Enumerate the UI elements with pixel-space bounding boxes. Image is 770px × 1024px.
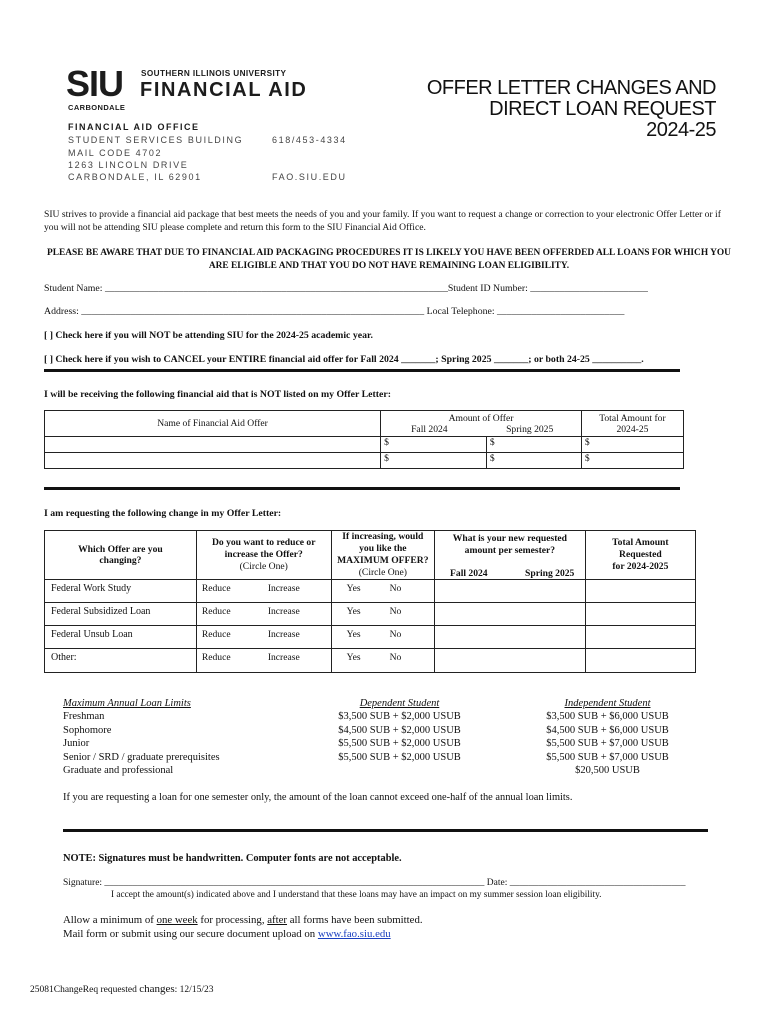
limit-value: $20,500 USUB [575,765,640,777]
dollar-sign: $ [489,453,495,464]
cancel-offer-checkbox[interactable]: [ ] Check here if you wish to CANCEL your ENTIRE financial aid offer for Fall 2024 _______; Spring 2025 _______; or both 24-25 __________. [44,354,644,365]
amount-of-offer-label: Amount of Offer [448,413,514,424]
not-attending-checkbox[interactable]: [ ] Check here if you will NOT be attending SIU for the 2024-25 academic year. [44,330,373,341]
footer-code: 25081ChangeReq requested [30,985,140,995]
header-text: changing? [99,555,142,566]
col-new-amount [435,531,586,580]
header-text: MAXIMUM OFFER? [337,555,429,566]
title-line: 2024-25 [646,119,716,141]
fao-website-link[interactable]: www.fao.siu.edu [317,928,391,940]
offer-label: Other: [45,649,197,673]
office-address-line: CARBONDALE, IL 62901 [68,172,202,182]
signature-note: NOTE: Signatures must be handwritten. Computer fonts are not acceptable. [63,853,402,864]
loan-eligibility-warning: PLEASE BE AWARE THAT DUE TO FINANCIAL AID PACKAGING PROCEDURES IT IS LIKELY YOU HAVE BEEN OFFERDED ALL LOANS FOR WHICH YOU ARE ELIGIBLE AND THAT YOU DO NOT HAVE REMAINING LOAN ELIGIBILITY. [47,248,731,271]
limit-value: $3,500 SUB + $2,000 USUB [338,711,461,723]
header-text: If increasing, would [342,531,424,542]
section-divider [44,487,680,490]
level-label: Sophomore [63,724,112,736]
header-text: for 2024-2025 [612,561,669,572]
dollar-sign: $ [584,437,590,448]
col-total-label: Total Amount for [599,413,666,424]
dollar-sign: $ [384,453,389,464]
office-address-line: 1263 LINCOLN DRIVE [68,160,189,170]
processing-note [63,914,423,926]
level-label: Junior [63,738,90,750]
header-text: amount per semester? [464,545,556,556]
limit-value: $5,500 SUB + $7,000 USUB [546,751,669,763]
level-label: Freshman [63,711,105,723]
total-amount-input[interactable] [581,437,683,453]
limit-value: $3,500 SUB + $6,000 USUB [546,711,669,723]
col-maximum-offer [331,531,434,580]
yes-option[interactable]: Yes [346,606,361,617]
footer-form-code [30,983,213,995]
mail-note [63,928,391,940]
total-requested-input[interactable] [585,603,695,626]
loan-limits-heading: Maximum Annual Loan Limits [63,698,191,709]
dollar-sign: $ [384,437,389,448]
office-website: FAO.SIU.EDU [272,172,347,182]
acceptance-statement: I accept the amount(s) indicated above and I understand that these loans may have an impact on my summer session loan eligibility. [111,890,602,900]
logo-department-name: FINANCIAL AID [140,79,308,101]
dependent-heading: Dependent Student [359,698,440,709]
increase-option[interactable]: Increase [267,652,300,663]
one-semester-note: If you are requesting a loan for one semester only, the amount of the loan cannot exceed one-half of the annual loan limits. [63,792,573,803]
spring-amount-input[interactable] [486,453,581,469]
limit-value: $4,500 SUB + $6,000 USUB [546,724,669,736]
yes-option[interactable]: Yes [346,652,361,663]
office-address-line: MAIL CODE 4702 [68,148,163,158]
col-which-offer [45,531,197,580]
increase-option[interactable]: Increase [267,583,300,594]
level-label: Graduate and professional [63,765,174,777]
not-listed-aid-table [44,410,684,469]
col-total-amount [581,411,683,437]
col-aid-name: Name of Financial Aid Offer [45,411,381,437]
independent-heading: Independent Student [564,698,651,709]
header-text: Which Offer are you [78,544,163,555]
reduce-option[interactable]: Reduce [201,606,231,617]
signature-line[interactable]: Signature: ________________________________________________________________________________ Date: _____________________________________ [63,878,686,888]
footer-date: : 12/15/23 [174,985,214,995]
total-requested-input[interactable] [585,580,695,603]
table-row [45,603,696,626]
header-text: (Circle One) [239,561,288,572]
mail-text: Mail form or submit using our secure document upload on [63,928,318,940]
offer-label: Federal Subsidized Loan [45,603,197,626]
header-text: What is your new requested [452,533,568,544]
col-amount-of-offer [381,411,582,437]
loan-limits-levels [63,697,220,777]
offer-label: Federal Work Study [45,580,197,603]
student-name-field[interactable]: Student Name: ______________________________________________________________________Student ID Number: ________________________ [44,283,648,294]
no-option[interactable]: No [389,606,402,617]
aid-name-input[interactable] [45,437,381,453]
level-label: Senior / SRD / graduate prerequisites [63,751,220,763]
fall-amount-input[interactable] [381,453,487,469]
dollar-sign: $ [584,453,590,464]
office-address-line: STUDENT SERVICES BUILDING [68,135,244,145]
independent-limits [540,697,675,777]
aid-name-input[interactable] [45,453,381,469]
header-text: (Circle One) [358,567,407,578]
total-requested-input[interactable] [585,649,695,673]
offer-label: Federal Unsub Loan [45,626,197,649]
header-fall: Fall 2024 [450,568,488,579]
footer-changes: changes [139,983,175,995]
col-fall-2024: Fall 2024 [411,424,448,435]
office-phone: 618/453-4334 [272,135,347,145]
section-divider [44,369,680,372]
total-amount-input[interactable] [581,453,683,469]
new-amount-input[interactable] [435,603,586,626]
header-text: increase the Offer? [224,549,303,560]
address-field[interactable]: Address: ______________________________________________________________________ Local Telephone: __________________________ [44,306,625,317]
no-option[interactable]: No [389,583,402,594]
title-line: OFFER LETTER CHANGES AND [426,77,716,99]
limit-value: $4,500 SUB + $2,000 USUB [338,724,461,736]
table-row [45,626,696,649]
new-amount-input[interactable] [435,626,586,649]
reduce-option[interactable]: Reduce [201,652,231,663]
col-total-requested [585,531,695,580]
new-amount-input[interactable] [435,649,586,673]
section-divider [63,829,708,832]
header-spring: Spring 2025 [525,568,575,579]
limit-value: $5,500 SUB + $7,000 USUB [546,738,669,750]
increase-option[interactable]: Increase [267,606,300,617]
change-request-heading: I am requesting the following change in my Offer Letter: [44,508,282,519]
increase-option[interactable]: Increase [267,629,300,640]
reduce-option[interactable]: Reduce [201,629,231,640]
total-requested-input[interactable] [585,626,695,649]
limit-value: $5,500 SUB + $2,000 USUB [338,738,461,750]
table-row [45,649,696,673]
no-option[interactable]: No [389,629,402,640]
not-listed-heading: I will be receiving the following financial aid that is NOT listed on my Offer Letter: [44,389,391,400]
table-row [45,580,696,603]
intro-paragraph: SIU strives to provide a financial aid package that best meets the needs of you and your family. If you want to request a change or correction to your electronic Offer Letter or if you will not be attending SIU please complete and return this form to the SIU Financial Aid Office. [44,209,721,233]
document-title [427,78,716,141]
logo-university-name: SOUTHERN ILLINOIS UNIVERSITY [141,69,287,78]
dollar-sign: $ [489,437,495,448]
change-request-table [44,530,696,673]
fall-amount-input[interactable] [381,437,487,453]
header-text: Requested [619,549,662,560]
new-amount-input[interactable] [435,580,586,603]
logo-campus-name: CARBONDALE [68,103,126,112]
office-name: FINANCIAL AID OFFICE [68,122,200,132]
title-line: DIRECT LOAN REQUEST [489,98,716,120]
siu-logo-mark: SIU [66,63,124,104]
processing-text: for processing, [197,914,268,926]
spring-amount-input[interactable] [486,437,581,453]
header-text: Total Amount [612,537,669,548]
processing-text: all forms have been submitted. [287,914,423,926]
reduce-option[interactable]: Reduce [201,583,231,594]
col-spring-2025: Spring 2025 [506,424,554,435]
processing-emphasis: one week [156,914,198,926]
col-reduce-increase [196,531,331,580]
limit-value: $5,500 SUB + $2,000 USUB [338,751,461,763]
no-option[interactable]: No [389,652,402,663]
header-text: you like the [359,543,407,554]
processing-emphasis: after [267,914,288,926]
yes-option[interactable]: Yes [346,583,361,594]
dependent-limits [332,697,467,764]
col-total-year: 2024-25 [616,424,649,435]
header-text: Do you want to reduce or [211,537,316,548]
processing-text: Allow a minimum of [63,914,157,926]
yes-option[interactable]: Yes [346,629,361,640]
